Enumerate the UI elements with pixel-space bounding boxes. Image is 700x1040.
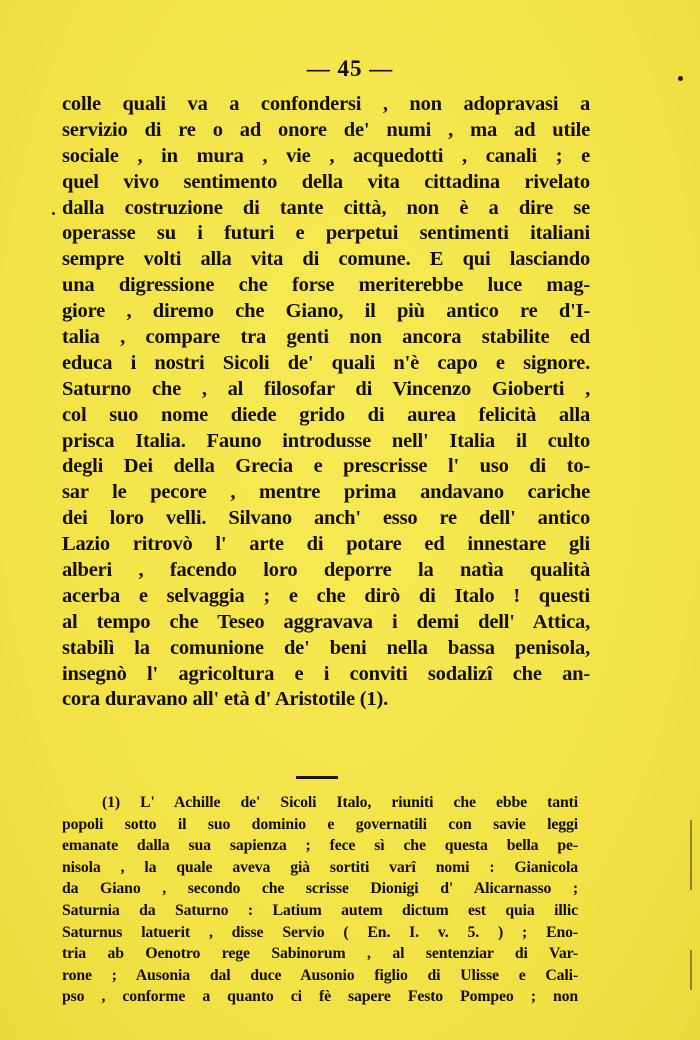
body-line: alberi , facendo loro deporre la natìa qualità <box>62 559 590 582</box>
body-line: col suo nome diede grido di aurea felicità alla <box>62 403 590 426</box>
page-edge-mark <box>690 820 692 890</box>
body-line: talia , compare tra genti non ancora stabilite ed <box>62 326 590 349</box>
body-line: colle quali va a confondersi , non adopravasi a <box>62 93 590 115</box>
body-line: stabilì la comunione de' beni nella bassa penisola, <box>62 636 590 659</box>
footnote-line: rone ; Ausonia dal duce Ausonio figlio di Ulisse e Cali- <box>62 966 578 984</box>
ink-speck <box>52 212 55 215</box>
body-line: dalla costruzione di tante città, non è a dire se <box>62 196 590 219</box>
body-line: operasse su i futuri e perpetui sentimenti italiani <box>62 222 590 245</box>
footnote-separator <box>296 776 338 779</box>
body-line: sempre volti alla vita di comune. E qui lasciando <box>62 248 590 271</box>
page-edge-mark <box>690 950 692 990</box>
footnote-line: (1) L' Achille de' Sicoli Italo, riuniti che ebbe tanti <box>102 794 578 811</box>
body-line: quel vivo sentimento della vita cittadina rivelato <box>62 170 590 193</box>
body-line: dei loro velli. Silvano anch' esso re dell' antico <box>62 507 590 530</box>
body-line: una digressione che forse meriterebbe luce mag- <box>62 274 590 297</box>
ink-speck <box>678 76 683 81</box>
body-line: cora duravano all' età d' Aristotile (1). <box>62 688 389 711</box>
body-line: educa i nostri Sicoli de' quali n'è capo e signore. <box>62 351 590 374</box>
body-line: sociale , in mura , vie , acquedotti , canali ; e <box>62 144 590 167</box>
footnote-line: pso , conforme a quanto ci fè sapere Festo Pompeo ; non <box>62 988 578 1006</box>
footnote-line: emanate dalla sua sapienza ; fece sì che questa bella pe- <box>62 837 578 855</box>
footnote-line: nisola , la quale aveva già sortiti varî nomi : Gianicola <box>62 858 578 876</box>
footnote-line: Saturnus latuerit , disse Servio ( En. I. v. 5. ) ; Eno- <box>62 923 578 941</box>
body-line: al tempo che Teseo aggravava i demi dell' Attica, <box>62 610 590 633</box>
body-line: servizio di re o ad onore de' numi , ma ad utile <box>62 118 590 141</box>
body-line: sar le pecore , mentre prima andavano cariche <box>62 481 590 504</box>
body-line: acerba e selvaggia ; e che dirò di Italo ! questi <box>62 584 590 607</box>
footnote <box>62 792 578 1008</box>
page-number: — 45 — <box>306 56 394 81</box>
body-line: degli Dei della Grecia e prescrisse l' uso di to- <box>62 455 590 478</box>
body-line: Saturno che , al filosofar di Vincenzo Gioberti , <box>62 377 590 400</box>
main-body-text <box>62 92 590 713</box>
footnote-line: popoli sotto il suo dominio e governatili con savie leggi <box>62 815 578 833</box>
footnote-line: tria ab Oenotro rege Sabinorum , al sentenziar di Var- <box>62 945 578 963</box>
body-line: prisca Italia. Fauno introdusse nell' Italia il culto <box>62 429 590 452</box>
body-line: insegnò l' agricoltura e i conviti sodalizî che an- <box>62 662 590 685</box>
footnote-line: Saturnia da Saturno : Latium autem dictum est quia illic <box>62 901 578 919</box>
footnote-line: da Giano , secondo che scrisse Dionigi d' Alicarnasso ; <box>62 880 578 898</box>
body-line: Lazio ritrovò l' arte di potare ed innestare gli <box>62 533 590 556</box>
body-line: giore , diremo che Giano, il più antico re d'I- <box>62 300 590 323</box>
